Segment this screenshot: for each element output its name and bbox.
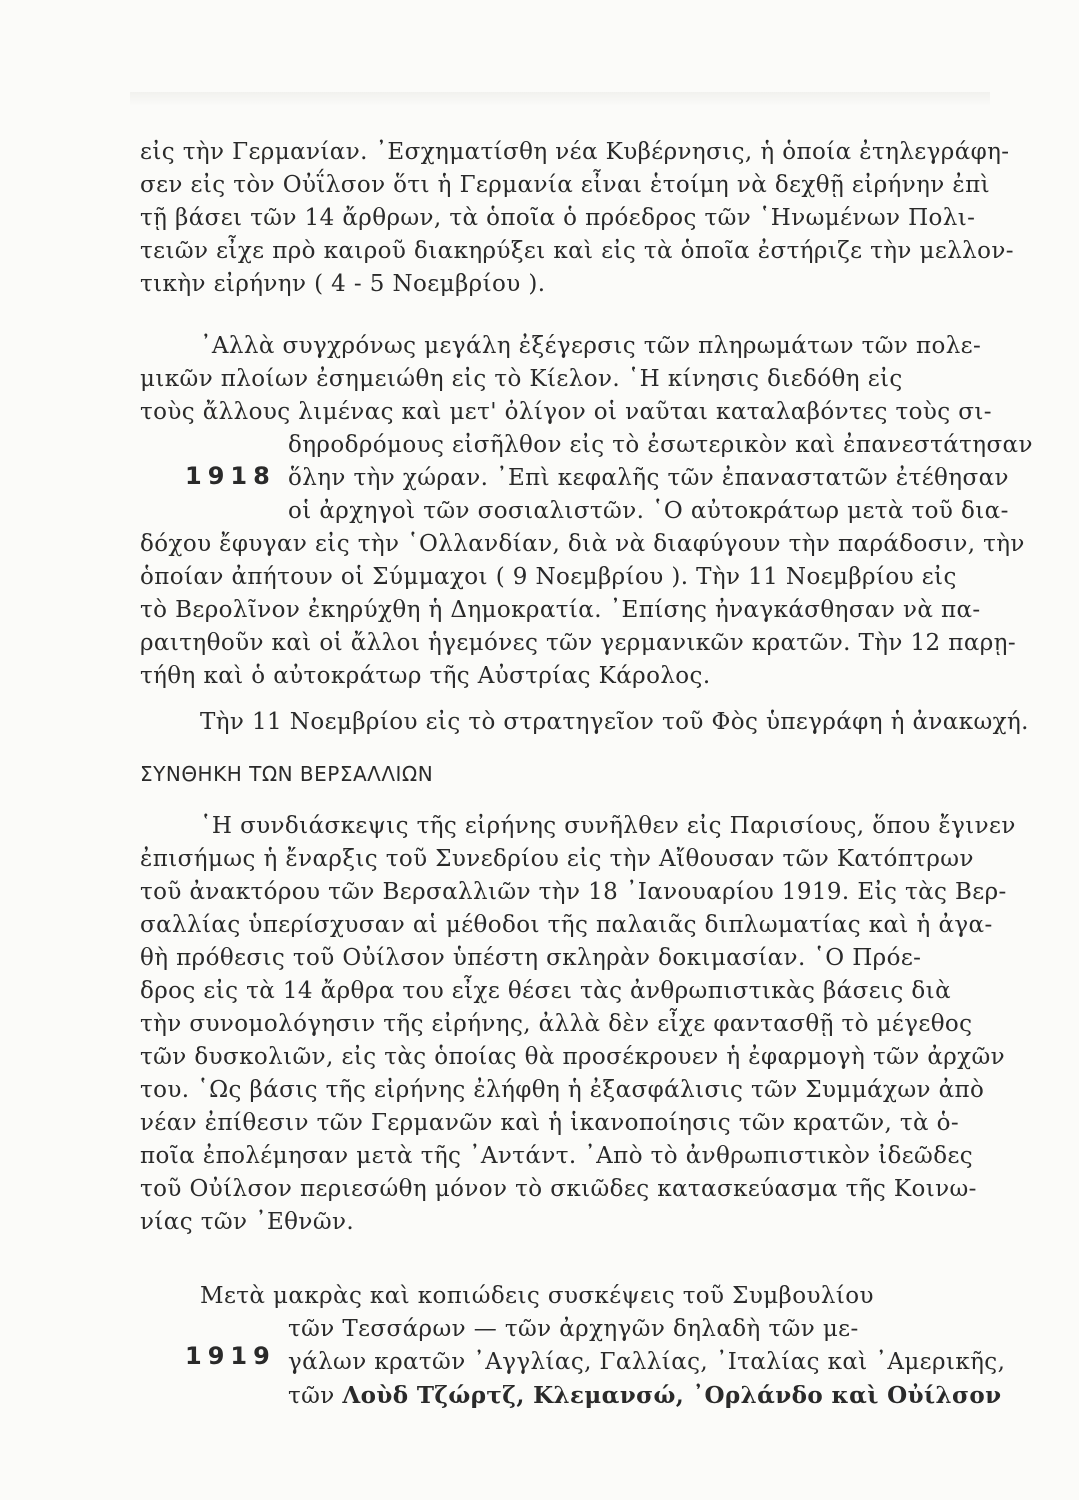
text-line: τοῦ ἀνακτόρου τῶν Βερσαλλιῶν τὴν 18 ᾿Ιανουαρίου 1919. Εἰς τὰς Βερ- xyxy=(140,879,1007,905)
text-line: οἱ ἀρχηγοὶ τῶν σοσιαλιστῶν. ῾Ο αὐτοκράτωρ μετὰ τοῦ δια- xyxy=(288,498,1009,524)
text-line: τῶν Τεσσάρων — τῶν ἀρχηγῶν δηλαδὴ τῶν με- xyxy=(288,1316,859,1342)
text-line: νέαν ἐπίθεσιν τῶν Γερμανῶν καὶ ἡ ἱκανοποίησις τῶν κρατῶν, τὰ ὁ- xyxy=(140,1110,960,1136)
paragraph-2 xyxy=(140,330,1033,693)
text-line: ὁποίαν ἀπήτουν οἱ Σύμμαχοι ( 9 Νοεμβρίου ). Τὴν 11 Νοεμβρίου εἰς xyxy=(140,564,957,590)
bold-names: Λοὺδ Τζώρτζ, Κλεμανσώ, ᾿Ορλάνδο καὶ Οὐίλσον xyxy=(342,1382,1002,1409)
margin-year-1919: 1919 xyxy=(185,1342,276,1370)
text-line: σεν εἰς τὸν Οὐΐλσον ὅτι ἡ Γερμανία εἶναι ἑτοίμη νὰ δεχθῇ εἰρήνην ἐπὶ xyxy=(140,172,991,198)
text-line: ὅλην τὴν χώραν. ᾿Επὶ κεφαλῆς τῶν ἐπαναστατῶν ἐτέθησαν xyxy=(288,465,1009,491)
text-line: ῾Η συνδιάσκεψις τῆς εἰρήνης συνῆλθεν εἰς Παρισίους, ὅπου ἔγινεν xyxy=(200,813,1016,839)
paragraph-4 xyxy=(140,810,1016,1239)
header-rule xyxy=(130,92,990,106)
paragraph-1 xyxy=(140,136,1014,301)
text-line: ᾿Αλλὰ συγχρόνως μεγάλη ἐξέγερσις τῶν πληρωμάτων τῶν πολε- xyxy=(200,333,982,359)
text-line: μικῶν πλοίων ἐσημειώθη εἰς τὸ Κίελον. ῾Η κίνησις διεδόθη εἰς xyxy=(140,366,903,392)
paragraph-3 xyxy=(140,706,1029,739)
text-line: τὴν συνομολόγησιν τῆς εἰρήνης, ἀλλὰ δὲν εἶχε φαντασθῇ τὸ μέγεθος xyxy=(140,1011,973,1037)
text-prefix: τῶν xyxy=(288,1383,335,1409)
text-line: δηροδρόμους εἰσῆλθον εἰς τὸ ἐσωτερικὸν καὶ ἐπανεστάτησαν xyxy=(288,432,1033,458)
text-line: Μετὰ μακρὰς καὶ κοπιώδεις συσκέψεις τοῦ Συμβουλίου xyxy=(200,1283,874,1309)
section-heading: ΣΥΝΘΗΚΗ ΤΩΝ ΒΕΡΣΑΛΛΙΩΝ xyxy=(140,762,434,786)
text-line: δόχου ἔφυγαν εἰς τὴν ῾Ολλανδίαν, διὰ νὰ διαφύγουν τὴν παράδοσιν, τὴν xyxy=(140,531,1025,557)
text-line: τήθη καὶ ὁ αὐτοκράτωρ τῆς Αὐστρίας Κάρολος. xyxy=(140,663,711,689)
text-line: σαλλίας ὑπερίσχυσαν αἱ μέθοδοι τῆς παλαιᾶς διπλωματίας καὶ ἡ ἀγα- xyxy=(140,912,993,938)
text-line: τειῶν εἶχε πρὸ καιροῦ διακηρύξει καὶ εἰς τὰ ὁποῖα ἐστήριζε τὴν μελλον- xyxy=(140,238,1014,264)
text-line: τοὺς ἄλλους λιμένας καὶ μετ' ὀλίγον οἱ ναῦται καταλαβόντες τοὺς σι- xyxy=(140,399,992,425)
text-line: τοῦ Οὐίλσον περιεσώθη μόνον τὸ σκιῶδες κατασκεύασμα τῆς Κοινω- xyxy=(140,1176,977,1202)
text-line: θὴ πρόθεσις τοῦ Οὐίλσον ὑπέστη σκληρὰν δοκιμασίαν. ῾Ο Πρόε- xyxy=(140,945,922,971)
text-line: του. ῾Ως βάσις τῆς εἰρήνης ἐλήφθη ἡ ἐξασφάλισις τῶν Συμμάχων ἀπὸ xyxy=(140,1077,985,1103)
text-line: τὸ Βερολῖνον ἐκηρύχθη ἡ Δημοκρατία. ᾿Επίσης ἠναγκάσθησαν νὰ πα- xyxy=(140,597,981,623)
text-line-last xyxy=(140,1379,1002,1412)
text-line: τῇ βάσει τῶν 14 ἄρθρων, τὰ ὁποῖα ὁ πρόεδρος τῶν ῾Ηνωμένων Πολι- xyxy=(140,205,976,231)
margin-year-1918: 1918 xyxy=(185,462,276,490)
text-line: γάλων κρατῶν ᾿Αγγλίας, Γαλλίας, ᾿Ιταλίας καὶ ᾿Αμερικῆς, xyxy=(288,1349,1006,1375)
text-line: δρος εἰς τὰ 14 ἄρθρα του εἶχε θέσει τὰς ἀνθρωπιστικὰς βάσεις διὰ xyxy=(140,978,952,1004)
text-line: ἐπισήμως ἡ ἔναρξις τοῦ Συνεδρίου εἰς τὴν Αἴθουσαν τῶν Κατόπτρων xyxy=(140,846,974,872)
text-line: τῶν δυσκολιῶν, εἰς τὰς ὁποίας θὰ προσέκρουεν ἡ ἐφαρμογὴ τῶν ἀρχῶν xyxy=(140,1044,1006,1070)
text-line: ποῖα ἐπολέμησαν μετὰ τῆς ᾿Αντάντ. ᾿Απὸ τὸ ἀνθρωπιστικὸν ἰδεῶδες xyxy=(140,1143,974,1169)
text-line: νίας τῶν ᾿Εθνῶν. xyxy=(140,1209,355,1235)
text-line: Τὴν 11 Νοεμβρίου εἰς τὸ στρατηγεῖον τοῦ Φὸς ὑπεγράφη ἡ ἀνακωχή. xyxy=(200,709,1029,735)
text-line: ραιτηθοῦν καὶ οἱ ἄλλοι ἡγεμόνες τῶν γερμανικῶν κρατῶν. Τὴν 12 παρῃ- xyxy=(140,630,1017,656)
text-line: τικὴν εἰρήνην ( 4 - 5 Νοεμβρίου ). xyxy=(140,271,546,297)
text-line: εἰς τὴν Γερμανίαν. ᾿Εσχηματίσθη νέα Κυβέρνησις, ἡ ὁποία ἐτηλεγράφη- xyxy=(140,139,1010,165)
